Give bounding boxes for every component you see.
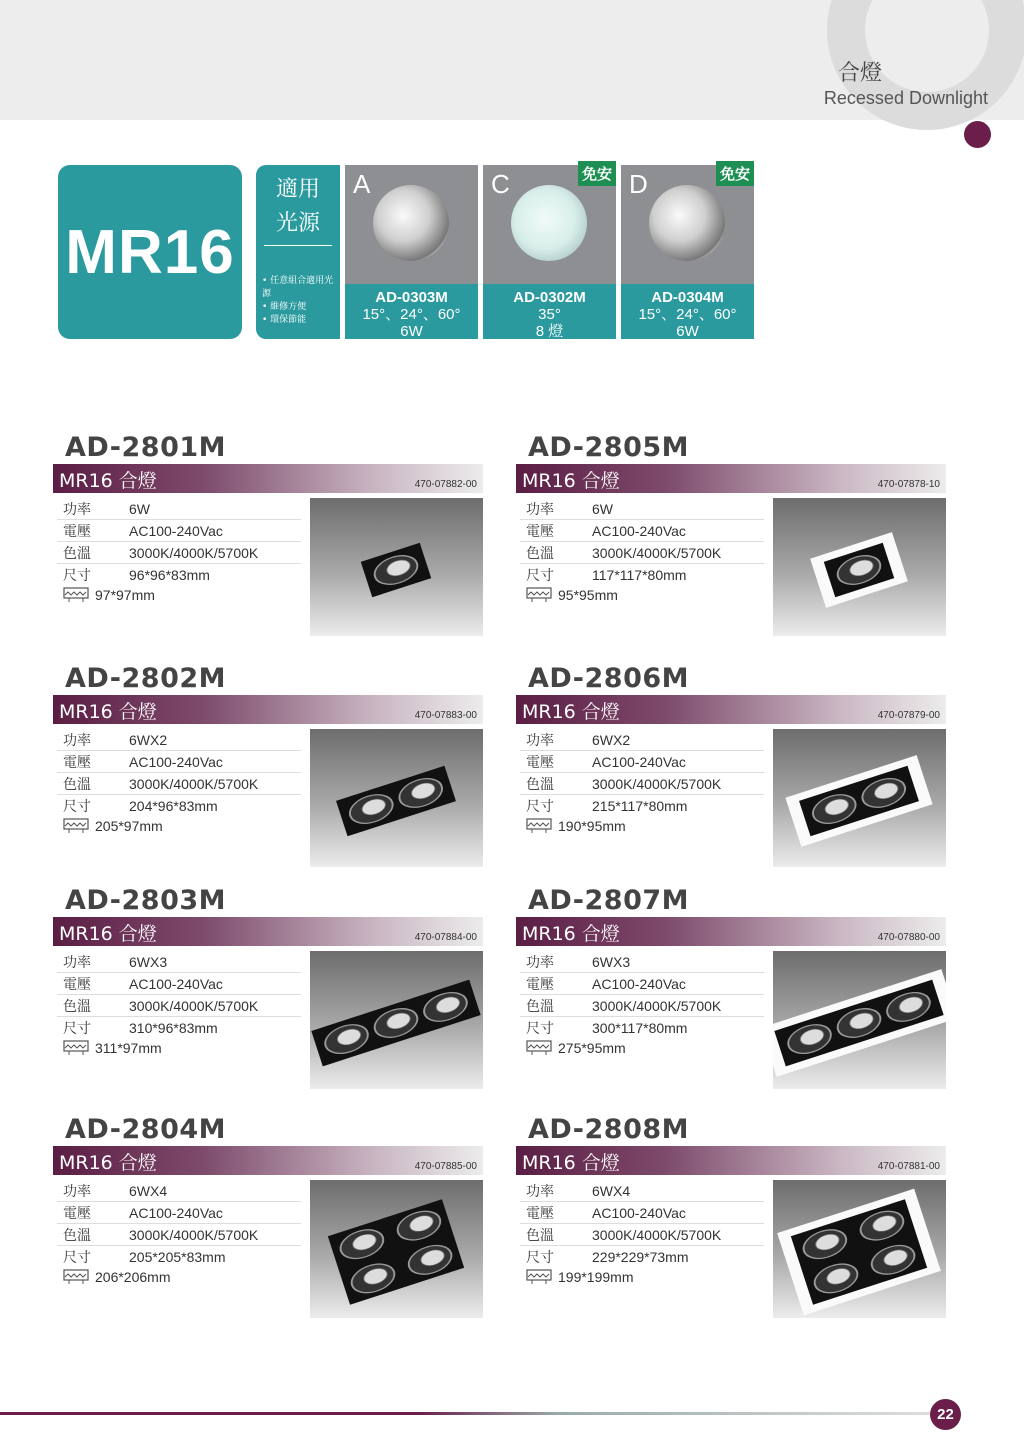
mr16-category-block: MR16 (58, 165, 242, 339)
spec-row-size (520, 795, 764, 817)
fixture-housing (336, 766, 456, 837)
spec-row-size (57, 795, 301, 817)
spec-value: AC100-240Vac (129, 522, 223, 539)
lamp-info (345, 284, 478, 339)
spec-value: 6WX4 (129, 1182, 168, 1199)
lamp-card-d (621, 165, 754, 339)
product-model: AD-2801M (65, 432, 227, 463)
product-subtitle: MR16 合燈 (59, 923, 157, 945)
product-photo (310, 951, 483, 1089)
spec-row-power (520, 1180, 764, 1202)
product-title-bar (516, 917, 946, 946)
spec-label: 尺寸 (526, 1021, 554, 1037)
mr16-bulb-image (511, 185, 587, 261)
fixture-illustration (310, 951, 483, 1089)
product-photo (310, 498, 483, 636)
spec-row-size (520, 564, 764, 586)
product-photo (773, 951, 946, 1089)
spec-value: 6WX4 (592, 1182, 631, 1199)
cutout-size (526, 1040, 626, 1056)
cutout-icon (63, 1040, 89, 1056)
spec-label: 尺寸 (63, 1021, 91, 1037)
cutout-value: 275*95mm (558, 1040, 626, 1056)
cutout-icon (526, 818, 552, 834)
lamp-card-c (483, 165, 616, 339)
spec-value: 6WX3 (129, 953, 168, 970)
spec-value: 300*117*80mm (592, 1020, 688, 1036)
spec-label: 功率 (526, 954, 554, 971)
spec-value: 6WX2 (129, 731, 168, 748)
product-subtitle: MR16 合燈 (59, 701, 157, 723)
mr16-bulb-image (373, 185, 449, 261)
spec-label: 功率 (63, 732, 91, 749)
spec-label: 色溫 (63, 776, 91, 793)
cutout-value: 190*95mm (558, 818, 626, 834)
product-model: AD-2804M (65, 1114, 227, 1145)
cutout-value: 199*199mm (558, 1269, 634, 1285)
product-subtitle: MR16 合燈 (59, 470, 157, 492)
spec-row-voltage (57, 973, 301, 995)
product-subtitle: MR16 合燈 (522, 470, 620, 492)
spec-value: 3000K/4000K/5700K (592, 775, 722, 792)
spec-row-power (57, 498, 301, 520)
product-card (516, 1114, 946, 1324)
spec-row-power (520, 729, 764, 751)
lamp-angle: 15°、24°、60° (638, 306, 737, 323)
lamp-watt: 8 燈 (535, 323, 564, 340)
product-photo (773, 498, 946, 636)
cutout-value: 95*95mm (558, 587, 618, 603)
spec-value: 96*96*83mm (129, 567, 210, 583)
lamp-code: AD-0302M (513, 289, 586, 306)
spec-value: 6WX2 (592, 731, 631, 748)
spec-row-power (57, 951, 301, 973)
fixture-illustration (310, 498, 483, 636)
product-model: AD-2803M (65, 885, 227, 916)
product-subtitle: MR16 合燈 (522, 701, 620, 723)
product-card (53, 663, 483, 873)
fixture-illustration (773, 729, 946, 867)
spec-row-cct (57, 773, 301, 795)
spec-table (57, 951, 301, 1039)
spec-value: 3000K/4000K/5700K (129, 997, 259, 1014)
spec-label: 功率 (63, 954, 91, 971)
lamp-angle: 15°、24°、60° (362, 306, 461, 323)
fixture-illustration (773, 1180, 946, 1318)
spec-value: 3000K/4000K/5700K (129, 1226, 259, 1243)
spec-label: 色溫 (526, 545, 554, 562)
product-title-bar (53, 464, 483, 493)
product-part-number: 470-07879-00 (877, 710, 940, 721)
product-photo (310, 729, 483, 867)
spec-label: 尺寸 (63, 799, 91, 815)
product-subtitle: MR16 合燈 (522, 923, 620, 945)
spec-table (520, 1180, 764, 1268)
cutout-size (63, 1040, 162, 1056)
product-model: AD-2807M (528, 885, 690, 916)
spec-value: 117*117*80mm (592, 567, 687, 583)
spec-row-cct (520, 773, 764, 795)
lamp-info (621, 284, 754, 339)
cutout-value: 206*206mm (95, 1269, 171, 1285)
spec-label: 尺寸 (526, 568, 554, 584)
spec-value: 6WX3 (592, 953, 631, 970)
spec-label: 電壓 (63, 976, 91, 993)
applicable-title-line1: 適用 (275, 177, 320, 202)
cutout-value: 97*97mm (95, 587, 155, 603)
cutout-icon (63, 587, 89, 603)
product-title-bar (53, 695, 483, 724)
spec-label: 色溫 (526, 776, 554, 793)
product-part-number: 470-07884-00 (414, 932, 477, 943)
spec-value: 215*117*80mm (592, 798, 688, 814)
product-card (516, 432, 946, 642)
fixture-illustration (773, 951, 946, 1089)
product-title-bar (53, 1146, 483, 1175)
cutout-value: 205*97mm (95, 818, 163, 834)
spec-label: 功率 (526, 1183, 554, 1200)
spec-label: 尺寸 (526, 799, 554, 815)
spec-value: AC100-240Vac (592, 1204, 686, 1221)
spec-label: 色溫 (63, 1227, 91, 1244)
product-title-bar (516, 695, 946, 724)
product-title-bar (516, 464, 946, 493)
lamp-letter: D (629, 169, 648, 199)
spec-label: 功率 (526, 732, 554, 749)
spec-table (57, 498, 301, 586)
spec-label: 電壓 (63, 1205, 91, 1222)
header-title-zh: 合燈 (837, 61, 882, 86)
spec-value: 204*96*83mm (129, 798, 218, 814)
spec-label: 電壓 (526, 754, 554, 771)
product-title-bar (53, 917, 483, 946)
spec-label: 功率 (526, 501, 554, 518)
spec-value: AC100-240Vac (592, 522, 686, 539)
product-photo (773, 1180, 946, 1318)
header-title-en: Recessed Downlight (823, 88, 988, 108)
cutout-size (63, 1269, 171, 1285)
applicable-title-line2: 光源 (275, 211, 320, 236)
spec-row-power (57, 729, 301, 751)
cutout-icon (526, 1269, 552, 1285)
product-card (53, 885, 483, 1095)
spec-table (57, 1180, 301, 1268)
spec-label: 尺寸 (526, 1250, 554, 1266)
spec-value: 6W (129, 500, 150, 517)
spec-value: 3000K/4000K/5700K (129, 775, 259, 792)
product-model: AD-2802M (65, 663, 227, 694)
spec-row-power (57, 1180, 301, 1202)
fixture-illustration (310, 729, 483, 867)
product-part-number: 470-07882-00 (414, 479, 477, 490)
feature-bullet-list (262, 275, 340, 327)
spec-row-size (57, 564, 301, 586)
feature-bullet: • 環保節能 (262, 314, 340, 327)
spec-row-size (520, 1246, 764, 1268)
spec-value: AC100-240Vac (129, 975, 223, 992)
fixture-illustration (310, 1180, 483, 1318)
applicable-title (264, 173, 332, 246)
cutout-icon (526, 1040, 552, 1056)
spec-row-size (57, 1246, 301, 1268)
spec-value: 6W (592, 500, 613, 517)
spec-value: 3000K/4000K/5700K (592, 997, 722, 1014)
product-card (53, 1114, 483, 1324)
page-number: 22 (930, 1399, 961, 1430)
spec-value: 3000K/4000K/5700K (592, 1226, 722, 1243)
spec-value: 3000K/4000K/5700K (592, 544, 722, 561)
spec-value: AC100-240Vac (129, 1204, 223, 1221)
product-card (516, 885, 946, 1095)
product-model: AD-2806M (528, 663, 690, 694)
spec-label: 功率 (63, 1183, 91, 1200)
spec-label: 尺寸 (63, 1250, 91, 1266)
cutout-icon (526, 587, 552, 603)
spec-value: 229*229*73mm (592, 1249, 689, 1265)
product-part-number: 470-07885-00 (414, 1161, 477, 1172)
product-model: AD-2808M (528, 1114, 690, 1145)
lamp-watt: 6W (676, 323, 699, 340)
spec-table (520, 951, 764, 1039)
lamp-info (483, 284, 616, 339)
cutout-size (63, 587, 155, 603)
spec-label: 尺寸 (63, 568, 91, 584)
spec-value: 310*96*83mm (129, 1020, 218, 1036)
lamp-card-a (345, 165, 478, 339)
product-model: AD-2805M (528, 432, 690, 463)
lamp-angle: 35° (538, 306, 561, 323)
spec-value: 205*205*83mm (129, 1249, 226, 1265)
spec-label: 電壓 (526, 523, 554, 540)
spec-table (520, 729, 764, 817)
spec-row-voltage (520, 751, 764, 773)
product-part-number: 470-07880-00 (877, 932, 940, 943)
cutout-size (526, 587, 618, 603)
spec-row-cct (520, 995, 764, 1017)
product-subtitle: MR16 合燈 (59, 1152, 157, 1174)
spec-row-voltage (57, 520, 301, 542)
spec-label: 電壓 (526, 976, 554, 993)
lamp-watt: 6W (400, 323, 423, 340)
footer-divider (0, 1412, 930, 1415)
fixture-illustration (773, 498, 946, 636)
spec-row-size (57, 1017, 301, 1039)
spec-label: 色溫 (63, 545, 91, 562)
spec-row-voltage (520, 520, 764, 542)
spec-label: 功率 (63, 501, 91, 518)
cutout-value: 311*97mm (95, 1040, 162, 1056)
spec-row-cct (57, 542, 301, 564)
product-part-number: 470-07878-10 (877, 479, 940, 490)
spec-row-voltage (520, 973, 764, 995)
spec-row-voltage (57, 751, 301, 773)
lamp-badge: 免安 (716, 161, 754, 186)
spec-row-voltage (57, 1202, 301, 1224)
spec-row-size (520, 1017, 764, 1039)
cutout-icon (63, 818, 89, 834)
applicable-light-source-block (256, 165, 340, 339)
spec-value: 3000K/4000K/5700K (129, 544, 259, 561)
lamp-letter: A (353, 169, 371, 199)
spec-row-power (520, 951, 764, 973)
product-subtitle: MR16 合燈 (522, 1152, 620, 1174)
mr16-bulb-image (649, 185, 725, 261)
product-card (53, 432, 483, 642)
spec-table (520, 498, 764, 586)
spec-label: 電壓 (63, 523, 91, 540)
product-title-bar (516, 1146, 946, 1175)
spec-table (57, 729, 301, 817)
cutout-size (63, 818, 163, 834)
product-photo (310, 1180, 483, 1318)
spec-label: 色溫 (526, 1227, 554, 1244)
cutout-size (526, 1269, 634, 1285)
lamp-badge: 免安 (578, 161, 616, 186)
lamp-letter: C (491, 169, 510, 199)
product-part-number: 470-07883-00 (414, 710, 477, 721)
spec-label: 色溫 (63, 998, 91, 1015)
spec-value: AC100-240Vac (592, 975, 686, 992)
spec-value: AC100-240Vac (129, 753, 223, 770)
cutout-icon (63, 1269, 89, 1285)
decorative-dot (964, 121, 991, 148)
cutout-size (526, 818, 626, 834)
feature-bullet: • 任意組合適用光源 (262, 275, 340, 301)
spec-label: 電壓 (63, 754, 91, 771)
spec-row-cct (57, 1224, 301, 1246)
spec-row-cct (520, 1224, 764, 1246)
product-part-number: 470-07881-00 (877, 1161, 940, 1172)
spec-row-voltage (520, 1202, 764, 1224)
product-photo (773, 729, 946, 867)
lamp-code: AD-0304M (651, 289, 724, 306)
spec-row-cct (57, 995, 301, 1017)
spec-row-power (520, 498, 764, 520)
spec-label: 電壓 (526, 1205, 554, 1222)
feature-bullet: • 維修方便 (262, 301, 340, 314)
product-card (516, 663, 946, 873)
spec-label: 色溫 (526, 998, 554, 1015)
spec-value: AC100-240Vac (592, 753, 686, 770)
lamp-code: AD-0303M (375, 289, 448, 306)
spec-row-cct (520, 542, 764, 564)
